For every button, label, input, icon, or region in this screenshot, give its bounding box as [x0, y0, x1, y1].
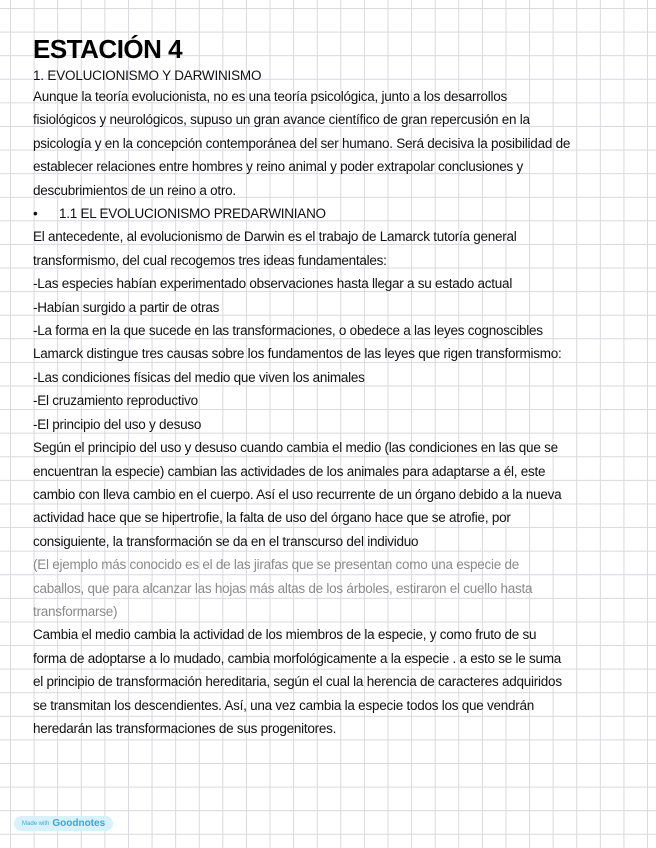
text-line: Según el principio del uso y desuso cuando cambia el medio (las condiciones en las que se [33, 440, 558, 456]
text-line: transformismo, del cual recogemos tres ideas fundamentales: [33, 252, 387, 268]
text-line: (El ejemplo más conocido es el de las jirafas que se presentan como una especie de [33, 557, 520, 573]
made-with-label: Made with [22, 820, 50, 827]
text-line: descubrimientos de un reino a otro. [33, 182, 236, 198]
text-line: forma de adoptarse a lo mudado, cambia morfológicamente a la especie . a esto se le suma [33, 650, 562, 666]
text-line: El antecedente, al evolucionismo de Darwin es el trabajo de Lamarck tutoría general [33, 229, 517, 245]
subsection-heading: 1.1 EL EVOLUCIONISMO PREDARWINIANO [59, 206, 326, 222]
text-line: Aunque la teoría evolucionista, no es una teoría psicológica, junto a los desarrollos [33, 89, 508, 104]
body-paragraph [33, 225, 629, 553]
list-item: -El principio del uso y desuso [33, 416, 202, 432]
list-item: -Las condiciones físicas del medio que viven los animales [33, 369, 365, 385]
text-line: actividad hace que se hipertrofie, la falta de uso del órgano hace que se atrofie, por [33, 510, 511, 526]
text-line: encuentran la especie) cambian las actividades de los animales para adaptarse a él, este [33, 463, 546, 479]
goodnotes-logo: Goodnotes [52, 818, 106, 829]
list-item: -Habían surgido a partir de otras [33, 299, 220, 315]
list-item: -Las especies habían experimentado observaciones hasta llegar a su estado actual [33, 276, 513, 292]
goodnotes-badge[interactable] [14, 816, 113, 831]
text-line: consiguiente, la transformación se da en el transcurso del individuo [33, 533, 419, 549]
page-title: ESTACIÓN 4 [33, 34, 183, 64]
list-item: -El cruzamiento reproductivo [33, 393, 198, 409]
text-line: se transmitan los descendientes. Así, una vez cambia la especie todos los que vendrán [33, 697, 535, 713]
bullet-icon: • [33, 206, 38, 222]
text-line: cambio con lleva cambio en el cuerpo. Así el uso recurrente de un órgano debido a la nueva [33, 486, 562, 502]
closing-paragraph [33, 623, 629, 740]
text-line: heredarán las transformaciones de sus progenitores. [33, 720, 337, 736]
text-line: establecer relaciones entre hombres y reino animal y poder extrapolar conclusiones y [33, 159, 524, 175]
document-page [33, 34, 629, 740]
text-line: psicología y en la concepción contemporánea del ser humano. Será decisiva la posibilidad de [33, 135, 571, 151]
example-paragraph [33, 553, 629, 623]
text-line: caballos, que para alcanzar las hojas más altas de los árboles, estiraron el cuello hasta [33, 580, 533, 596]
text-line: el principio de transformación hereditaria, según el cual la herencia de caracteres adquiridos [33, 674, 562, 690]
text-line: fisiológicos y neurológicos, supuso un gran avance científico de gran repercusión en la [33, 112, 530, 128]
text-line: Lamarck distingue tres causas sobre los fundamentos de las leyes que rigen transformismo: [33, 346, 562, 362]
text-line: Cambia el medio cambia la actividad de los miembros de la especie, y como fruto de su [33, 627, 537, 643]
text-line: transformarse) [33, 603, 118, 619]
list-item: -La forma en la que sucede en las transformaciones, o obedece a las leyes cognoscibles [33, 323, 543, 339]
section-heading: 1. EVOLUCIONISMO Y DARWINISMO [33, 68, 262, 83]
subsection-bullet [33, 202, 629, 225]
intro-paragraph [33, 85, 629, 202]
